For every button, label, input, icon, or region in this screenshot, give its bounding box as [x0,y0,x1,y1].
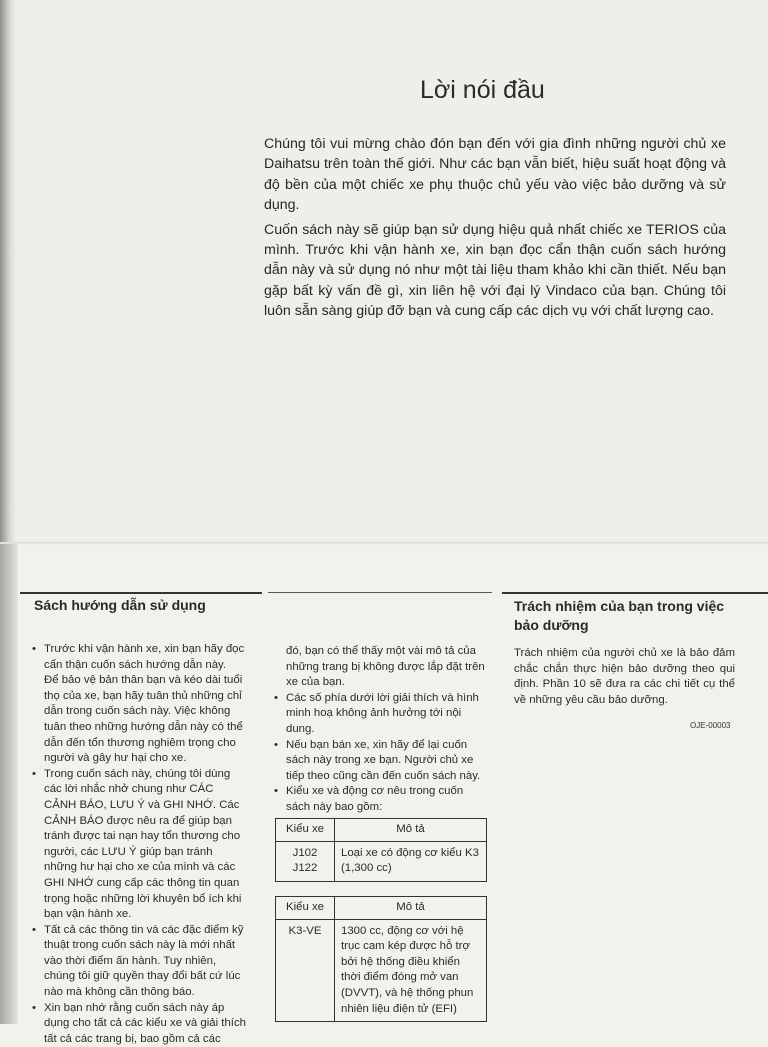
table-header-desc: Mô tả [335,819,487,842]
list-item: • Nếu bạn bán xe, xin hãy để lại cuốn sách này trong xe bạn. Người chủ xe tiếp theo cũng cần đến cuốn sách này. [274,738,488,785]
column-2-continuation: đó, bạn có thể thấy một vài mô tả của những trang bị không được lắp đặt trên xe của bạn. [286,645,485,689]
page-edge-shadow [0,0,16,544]
description-cell: 1300 cc, động cơ với hệ trục cam kép được hỗ trợ bởi hệ thống điều khiển thời điểm đóng mở van (DVVT), và hệ thống phun nhiên liệu điện tử (EFI) [335,919,487,1022]
list-item: • Các số phía dưới lời giải thích và hình minh hoạ không ảnh hưởng tới nội dung. [274,691,488,738]
foreword-text [264,134,726,326]
list-item: • Kiểu xe và động cơ nêu trong cuốn sách này bao gồm: [274,784,488,815]
list-item [32,642,248,767]
model-cell [276,841,335,881]
manual-bullet-1-cont: Để bảo vệ bản thân bạn và kéo dài tuổi thọ của xe, bạn hãy tuân thủ những chỉ dẫn trong cuốn sách này. Việc không tuân theo những hướng dẫn này có thể dẫn đến tổn thương nghiêm trọng cho người và gây hư hại cho xe. [44,674,243,765]
list-item: • Tất cả các thông tin và các đặc điểm kỹ thuật trong cuốn sách này là mới nhất vào thời điểm ấn hành. Tuy nhiên, chúng tôi giữ quyền thay đổi bất cứ lúc nào mà không cần thông báo. [32,923,248,1001]
table-row [276,919,487,1022]
maintenance-section-title: Trách nhiệm của bạn trong việc bảo dưỡng [514,598,725,633]
manual-column-1 [32,642,248,1047]
table-row [276,841,487,881]
foreword-paragraph-2: Cuốn sách này sẽ giúp bạn sử dụng hiệu quả nhất chiếc xe TERIOS của mình. Trước khi vận hành xe, xin bạn đọc cẩn thận cuốn sách hướng dẫn này và sử dụng nó như một tài liệu tham khảo khi cần thiết. Nếu bạn gặp bất kỳ vấn đề gì, xin liên hệ với đại lý Vindaco của bạn. Chúng tôi luôn sẵn sàng giúp đỡ bạn và cung cấp các dịch vụ với chất lượng cao. [264,221,726,320]
section-rule-middle [268,592,492,593]
page-title: Lời nói đầu [420,76,545,104]
manual-column-2 [274,644,488,816]
table-header-model: Kiểu xe [276,819,335,842]
maintenance-text: Trách nhiệm của người chủ xe là bảo đảm chắc chắn thực hiện bảo dưỡng theo qui định. Phần 10 sẽ đưa ra các chi tiết cụ thể về những yêu cầu bảo dưỡng. [514,647,735,706]
document-code: OJE-00003 [690,721,731,730]
list-item: • Trong cuốn sách này, chúng tôi dùng các lời nhắc nhở chung như CÁC CẢNH BÁO, LƯU Ý và GHI NHỚ. Các CẢNH BÁO được nêu ra để giúp bạn tránh được tai nạn hay tổn thương cho người, các LƯU Ý giúp bạn tránh những hư hại cho xe của mình và các GHI NHỚ cung cấp các thông tin quan trọng hoặc những lời khuyên bổ ích khi bạn vận hành xe. [32,767,248,923]
engine-cell: K3-VE [276,919,335,1022]
model-code: J102 [292,846,318,859]
manual-bullet-1: Trước khi vận hành xe, xin bạn hãy đọc cẩn thận cuốn sách hướng dẫn này. [44,643,245,671]
page-fold-divider [0,542,768,545]
table-header-model: Kiểu xe [276,897,335,920]
table-header-desc: Mô tả [335,897,487,920]
model-code: J122 [292,862,318,875]
lower-page-edge-shadow [0,544,18,1024]
rule-gap [262,590,502,596]
model-table [275,818,487,882]
engine-table [275,896,487,1022]
foreword-paragraph-1: Chúng tôi vui mừng chào đón bạn đến với gia đình những người chủ xe Daihatsu trên toàn thế giới. Như các bạn vẫn biết, hiệu suất hoạt động và độ bền của một chiếc xe phụ thuộc chủ yếu vào việc bảo dưỡng và sử dụng. [264,136,726,214]
list-item: • Xin bạn nhớ rằng cuốn sách này áp dụng cho tất cả các kiểu xe và giải thích tất cả các trang bị, bao gồm cả các [32,1001,248,1047]
manual-section-title: Sách hướng dẫn sử dụng [34,597,206,613]
description-cell: Loại xe có động cơ kiểu K3 (1,300 cc) [335,841,487,881]
